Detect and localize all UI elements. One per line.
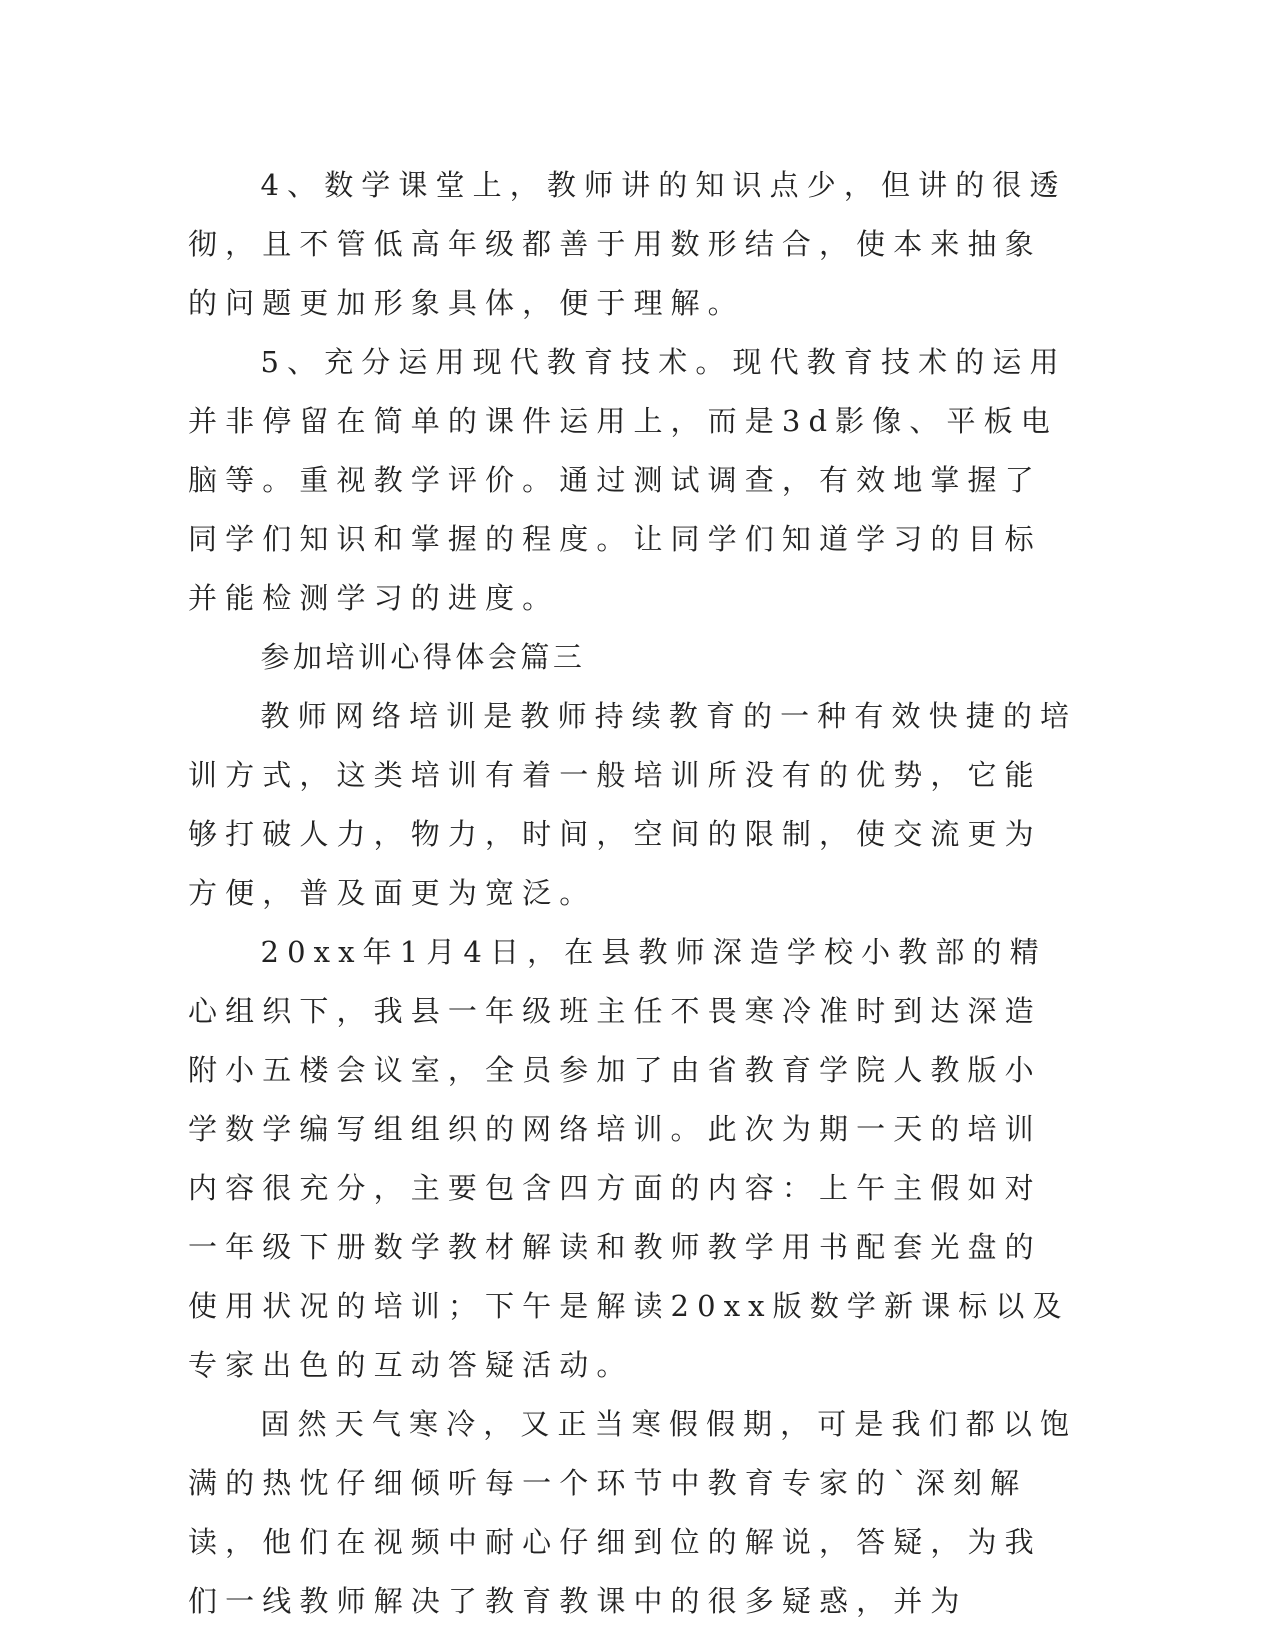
paragraph-training-event: 20xx年1月4日，在县教师深造学校小教部的精心组织下，我县一年级班主任不畏寒冷准时到达深造附小五楼会议室，全员参加了由省教育学院人教版小学数学编写组组织的网络培训。此次为期一天的培训内容很充分，主要包含四方面的内容：上午主假如对一年级下册数学教材解读和教师教学用书配套光盘的使用状况的培训；下午是解读20xx版数学新课标以及专家出色的互动答疑活动。 xyxy=(188,935,1070,1382)
paragraph-intro: 教师网络培训是教师持续教育的一种有效快捷的培训方式，这类培训有着一般培训所没有的优势，它能够打破人力，物力，时间，空间的限制，使交流更为方便，普及面更为宽泛。 xyxy=(188,699,1078,910)
section-heading: 参加培训心得体会篇三 xyxy=(260,640,586,674)
paragraph-reflection: 固然天气寒冷，又正当寒假假期，可是我们都以饱满的热忱仔细倾听每一个环节中教育专家的`深刻解读，他们在视频中耐心仔细到位的解说，答疑，为我们一线教师解决了教育教课中的很多疑惑，并为 xyxy=(188,1407,1078,1618)
document-body xyxy=(188,156,1078,1631)
paragraph-point-5: 5、充分运用现代教育技术。现代教育技术的运用并非停留在简单的课件运用上，而是3d影像、平板电脑等。重视教学评价。通过测试调查，有效地掌握了同学们知识和掌握的程度。让同学们知道学习的目标并能检测学习的进度。 xyxy=(188,345,1067,615)
paragraph-point-4: 4、数学课堂上，教师讲的知识点少，但讲的很透彻，且不管低高年级都善于用数形结合，使本来抽象的问题更加形象具体，便于理解。 xyxy=(188,168,1067,320)
